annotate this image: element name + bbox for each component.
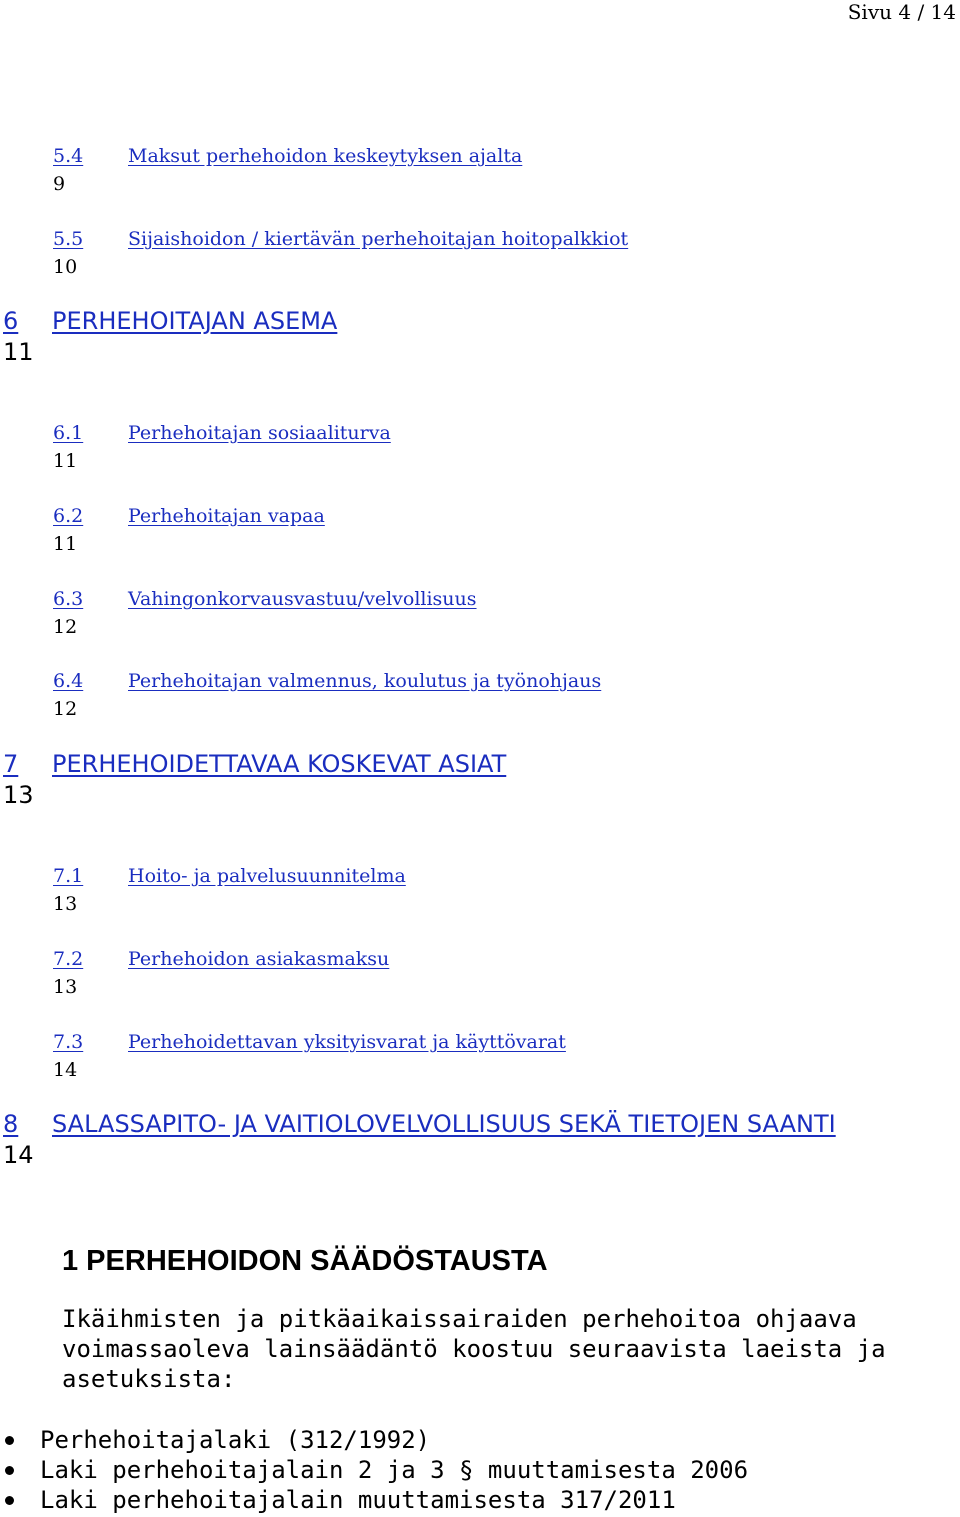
- list-item-text: Laki perhehoitajalain muuttamisesta 317/2011: [40, 1486, 676, 1514]
- toc-entry-number[interactable]: 5.5: [53, 228, 84, 250]
- toc-entry-title[interactable]: Perhehoitajan valmennus, koulutus ja työnohjaus: [128, 670, 602, 692]
- toc-entry-title[interactable]: Vahingonkorvausvastuu/velvollisuus: [128, 588, 477, 610]
- toc-entry-number[interactable]: 7.3: [53, 1031, 84, 1053]
- toc-entry-number[interactable]: 7.2: [53, 948, 84, 970]
- toc-entry-page: 11: [53, 533, 78, 555]
- toc-entry-number[interactable]: 7: [3, 750, 19, 778]
- toc-entry-number[interactable]: 6.1: [53, 422, 84, 444]
- toc-entry-title[interactable]: Perhehoidon asiakasmaksu: [128, 948, 390, 970]
- toc-entry-7-3[interactable]: [53, 1028, 933, 1084]
- list-item-text: Laki perhehoitajalain 2 ja 3 § muuttamisesta 2006: [40, 1456, 749, 1484]
- toc-entry-7-1[interactable]: [53, 862, 933, 918]
- section-paragraph: Ikäihmisten ja pitkäaikaissairaiden perhehoitoa ohjaava voimassaoleva lainsäädäntö koostuu seuraavista laeista ja asetuksista:: [62, 1305, 886, 1393]
- toc-entry-title[interactable]: Sijaishoidon / kiertävän perhehoitajan hoitopalkkiot: [128, 228, 629, 250]
- toc-entry-page: 13: [53, 893, 78, 915]
- toc-entry-6-2[interactable]: [53, 502, 933, 558]
- toc-entry-page: 11: [3, 338, 34, 366]
- toc-entry-6[interactable]: [3, 306, 943, 368]
- list-item: [0, 1425, 748, 1455]
- page-number-indicator: Sivu 4 / 14: [847, 0, 956, 24]
- toc-entry-6-4[interactable]: [53, 667, 933, 723]
- toc-entry-title[interactable]: Hoito- ja palvelusuunnitelma: [128, 865, 406, 887]
- toc-entry-page: 10: [53, 256, 78, 278]
- toc-entry-5-5[interactable]: [53, 225, 933, 281]
- toc-entry-page: 13: [53, 976, 78, 998]
- toc-entry-number[interactable]: 5.4: [53, 145, 84, 167]
- bullet-icon: [5, 1436, 14, 1445]
- bullet-icon: [5, 1466, 14, 1475]
- toc-entry-number[interactable]: 6.2: [53, 505, 84, 527]
- toc-entry-number[interactable]: 7.1: [53, 865, 84, 887]
- toc-entry-number[interactable]: 6.3: [53, 588, 84, 610]
- toc-entry-7[interactable]: [3, 749, 943, 811]
- toc-entry-6-3[interactable]: [53, 585, 933, 641]
- toc-entry-page: 12: [53, 616, 78, 638]
- legislation-list: [0, 1425, 748, 1515]
- toc-entry-7-2[interactable]: [53, 945, 933, 1001]
- bullet-icon: [5, 1496, 14, 1505]
- toc-entry-page: 9: [53, 173, 66, 195]
- section-heading: 1 PERHEHOIDON SÄÄDÖSTAUSTA: [62, 1245, 548, 1277]
- toc-entry-title[interactable]: SALASSAPITO- JA VAITIOLOVELVOLLISUUS SEKÄ TIETOJEN SAANTI: [52, 1110, 836, 1138]
- list-item-text: Perhehoitajalaki (312/1992): [40, 1426, 431, 1454]
- list-item: [0, 1455, 748, 1485]
- toc-entry-title[interactable]: Perhehoidettavan yksityisvarat ja käyttövarat: [128, 1031, 566, 1053]
- toc-entry-number[interactable]: 6.4: [53, 670, 84, 692]
- toc-entry-page: 14: [3, 1141, 34, 1169]
- toc-entry-page: 14: [53, 1059, 78, 1081]
- toc-entry-title[interactable]: PERHEHOITAJAN ASEMA: [52, 307, 338, 335]
- toc-entry-8[interactable]: [3, 1109, 943, 1171]
- toc-entry-page: 12: [53, 698, 78, 720]
- toc-entry-number[interactable]: 6: [3, 307, 19, 335]
- toc-entry-page: 13: [3, 781, 34, 809]
- toc-entry-title[interactable]: Maksut perhehoidon keskeytyksen ajalta: [128, 145, 523, 167]
- toc-entry-page: 11: [53, 450, 78, 472]
- toc-entry-title[interactable]: Perhehoitajan vapaa: [128, 505, 325, 527]
- toc-entry-5-4[interactable]: [53, 142, 933, 198]
- toc-entry-6-1[interactable]: [53, 419, 933, 475]
- toc-entry-number[interactable]: 8: [3, 1110, 19, 1138]
- toc-entry-title[interactable]: PERHEHOIDETTAVAA KOSKEVAT ASIAT: [52, 750, 507, 778]
- list-item: [0, 1485, 748, 1515]
- toc-entry-title[interactable]: Perhehoitajan sosiaaliturva: [128, 422, 391, 444]
